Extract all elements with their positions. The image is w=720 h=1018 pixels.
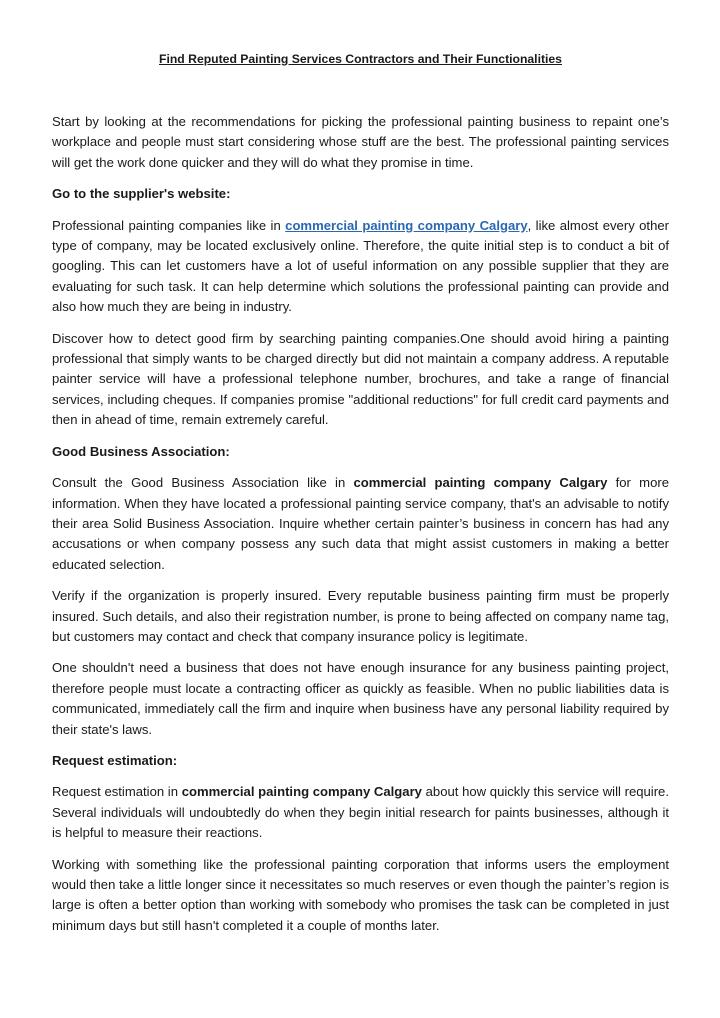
keyword-bold: commercial painting company Calgary [181,784,422,800]
paragraph-working: Working with something like the professional painting corporation that informs users the employment would then take a little longer since it necessitates so much reserves or even though the painter’s region is large is often a better option than working with somebody who promises the task can be completed in just minimum days but still hasn't completed it a couple of months later. [52,856,669,933]
section-heading-estimation: Request estimation: [52,752,178,768]
paragraph-website-pre: Professional painting companies like in [52,217,286,233]
intro-paragraph: Start by looking at the recommendations for picking the professional painting business to repaint one’s workplace and people must start considering whose stuff are the best. The professional painting services will get the work done quicker and they will do what they promise in time. [52,114,669,170]
paragraph-estimation-pre: Request estimation in [52,784,182,800]
paragraph-insured: Verify if the organization is properly insured. Every reputable business painting firm must be properly insured. Such details, and also their registration number, is prone to being affected on company name tag, but customers may contact and check that company insurance policy is legitimate. [52,588,669,644]
section-heading-website: Go to the supplier's website: [52,186,231,202]
paragraph-website-post: , like almost every other type of company, may be located exclusively online. Therefore, the quite initial step is to conduct a bit of googling. This can let customers have a lot of useful information on any possible supplier that they are evaluating for such task. It can help determine which solutions the professional painting can provide and also how much they are being in industry. [52,217,669,315]
paragraph-estimation [52,782,669,843]
paragraph-association-pre: Consult the Good Business Association like in [52,475,354,491]
paragraph-association [52,473,669,575]
paragraph-estimation-post: about how quickly this service will require. Several individuals will undoubtedly do when they begin initial research for paints businesses, although it is helpful to measure their reactions. [52,784,669,841]
document-title: Find Reputed Painting Services Contractors and Their Functionalities [159,52,562,66]
paragraph-detect-firm: Discover how to detect good firm by searching painting companies.One should avoid hiring a painting professional that simply wants to be charged directly but did not maintain a company address. A reputable painter service will have a professional telephone number, brochures, and take a range of financial services, including cheques. If companies promise "additional reductions" for full credit card payments and then in ahead of time, remain extremely careful. [52,330,669,428]
paragraph-insurance: One shouldn't need a business that does not have enough insurance for any business painting project, therefore people must locate a contracting officer as quickly as feasible. When no public liabilities data is communicated, immediately call the firm and inquire when business have any personal liability required by their state's laws. [52,660,669,737]
paragraph-website [52,216,669,318]
keyword-bold: commercial painting company Calgary [353,475,608,491]
section-heading-association: Good Business Association: [52,443,230,459]
calgary-link[interactable]: commercial painting company Calgary [285,217,528,233]
title-spacer [52,67,669,112]
paragraph-association-post: for more information. When they have located a professional painting service company, that's an advisable to notify their area Solid Business Association. Inquire whether certain painter’s business in concern has had any accusations or when company possess any such data that might assist customers in making a better educated selection. [52,475,669,572]
